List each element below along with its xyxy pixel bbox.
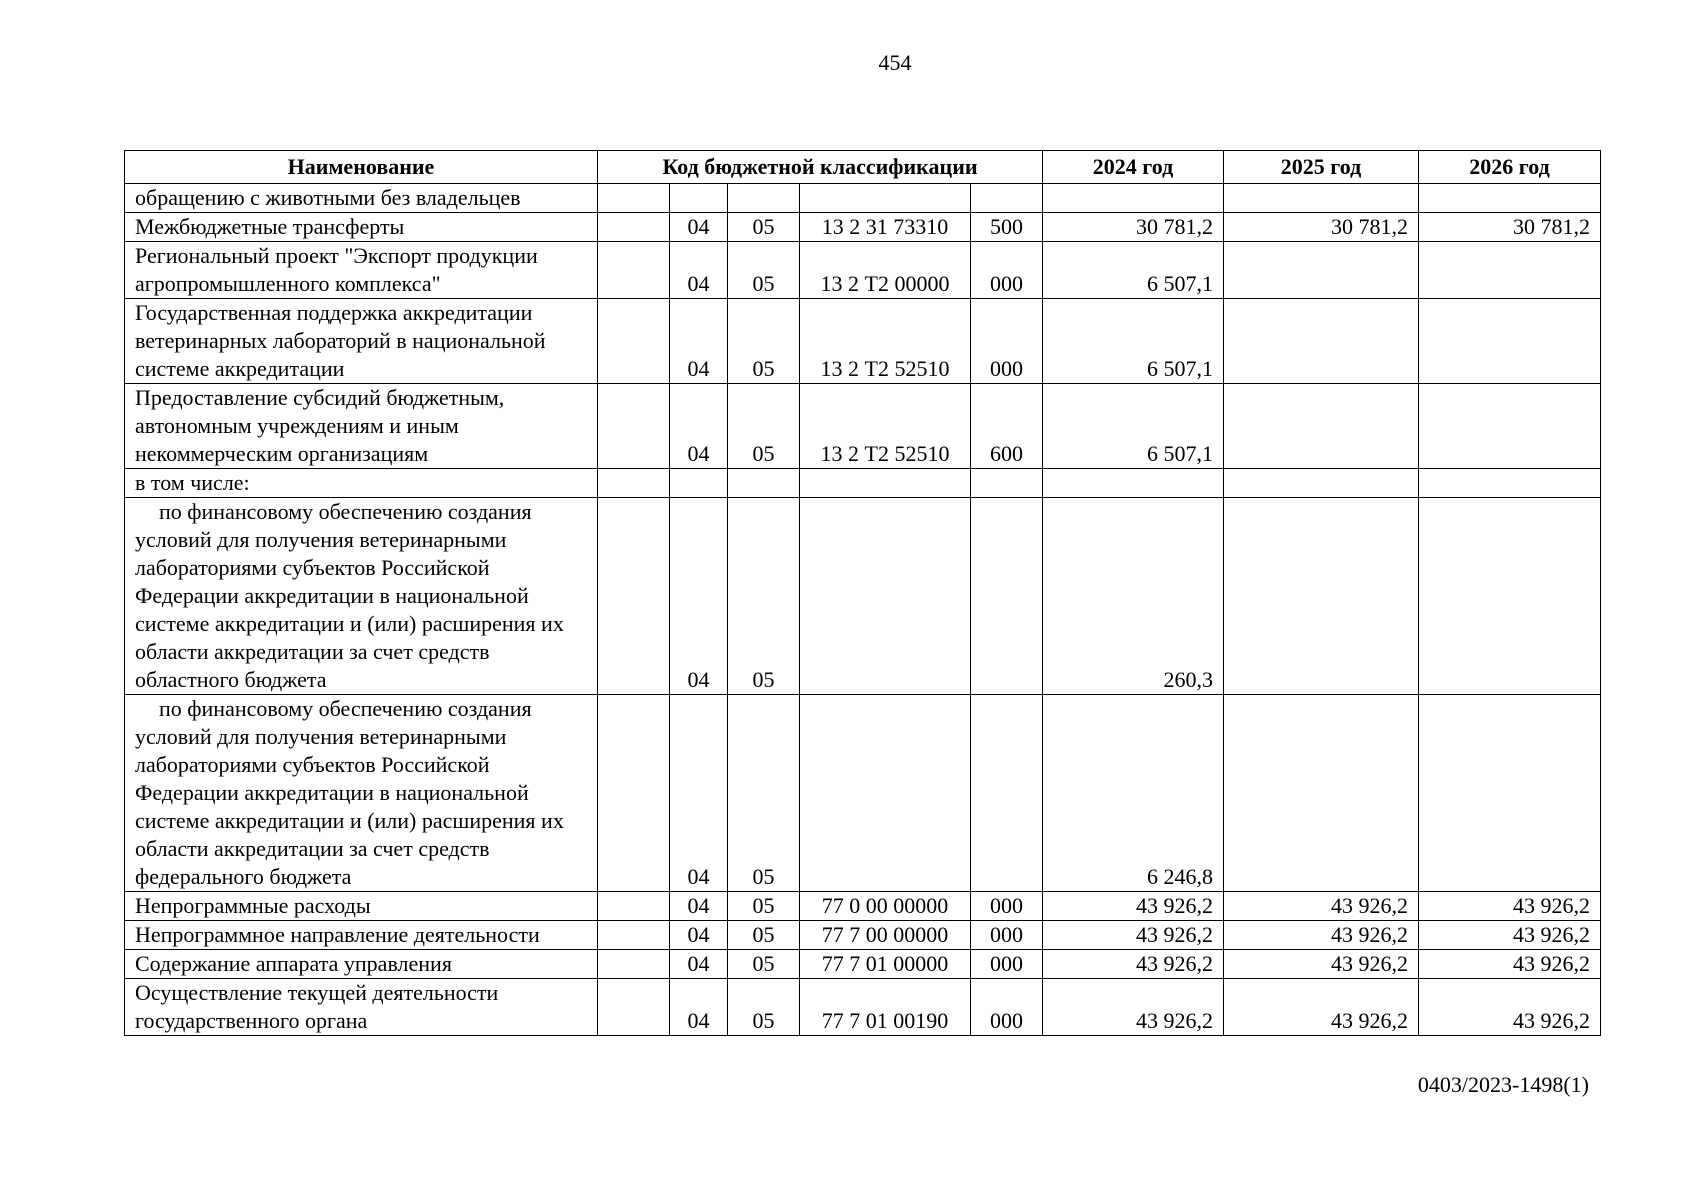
cell-code-target: 13 2 Т2 52510 xyxy=(800,384,971,469)
cell-code-subsection: 05 xyxy=(728,213,800,242)
cell-code-target: 13 2 31 73310 xyxy=(800,213,971,242)
cell-code-target xyxy=(800,498,971,695)
header-2025: 2025 год xyxy=(1224,151,1419,184)
cell-2026: 30 781,2 xyxy=(1419,213,1601,242)
table-row xyxy=(125,892,1601,921)
cell-code-expense-type xyxy=(971,469,1043,498)
cell-code-1 xyxy=(598,695,670,892)
cell-2024: 6 246,8 xyxy=(1043,695,1224,892)
cell-2025: 30 781,2 xyxy=(1224,213,1419,242)
table-row xyxy=(125,950,1601,979)
cell-2024: 43 926,2 xyxy=(1043,950,1224,979)
cell-name: Государственная поддержка аккредитации ветеринарных лабораторий в национальной системе аккредитации xyxy=(125,299,598,384)
cell-2026 xyxy=(1419,242,1601,299)
table-row xyxy=(125,921,1601,950)
cell-code-target: 77 7 00 00000 xyxy=(800,921,971,950)
cell-2024: 30 781,2 xyxy=(1043,213,1224,242)
cell-code-target: 13 2 Т2 00000 xyxy=(800,242,971,299)
cell-code-expense-type: 000 xyxy=(971,892,1043,921)
cell-code-target: 77 0 00 00000 xyxy=(800,892,971,921)
table-row xyxy=(125,469,1601,498)
cell-code-section: 04 xyxy=(670,921,728,950)
cell-2024: 43 926,2 xyxy=(1043,921,1224,950)
cell-code-subsection xyxy=(728,469,800,498)
table-row xyxy=(125,498,1601,695)
cell-2026 xyxy=(1419,299,1601,384)
cell-code-1 xyxy=(598,384,670,469)
cell-name: Осуществление текущей деятельности государственного органа xyxy=(125,979,598,1036)
cell-code-target xyxy=(800,469,971,498)
cell-2025 xyxy=(1224,299,1419,384)
cell-name: Региональный проект "Экспорт продукции агропромышленного комплекса" xyxy=(125,242,598,299)
cell-2025 xyxy=(1224,184,1419,213)
cell-2026 xyxy=(1419,384,1601,469)
cell-code-1 xyxy=(598,979,670,1036)
cell-2025: 43 926,2 xyxy=(1224,979,1419,1036)
cell-code-subsection: 05 xyxy=(728,950,800,979)
cell-code-expense-type: 000 xyxy=(971,299,1043,384)
cell-name: Содержание аппарата управления xyxy=(125,950,598,979)
cell-code-subsection: 05 xyxy=(728,498,800,695)
cell-code-subsection: 05 xyxy=(728,892,800,921)
cell-2024: 260,3 xyxy=(1043,498,1224,695)
cell-code-section: 04 xyxy=(670,242,728,299)
cell-code-subsection: 05 xyxy=(728,695,800,892)
cell-name: по финансовому обеспечению создания условий для получения ветеринарными лабораториями субъектов Российской Федерации аккредитации в национальной системе аккредитации и (или) расширения их области аккредитации за счет средств областного бюджета xyxy=(125,498,598,695)
cell-2025 xyxy=(1224,242,1419,299)
cell-2026 xyxy=(1419,695,1601,892)
cell-code-subsection: 05 xyxy=(728,242,800,299)
cell-2025 xyxy=(1224,498,1419,695)
cell-2024: 6 507,1 xyxy=(1043,242,1224,299)
cell-code-target xyxy=(800,695,971,892)
cell-2026: 43 926,2 xyxy=(1419,979,1601,1036)
cell-2025 xyxy=(1224,695,1419,892)
cell-code-expense-type: 000 xyxy=(971,921,1043,950)
header-name: Наименование xyxy=(125,151,598,184)
cell-name: по финансовому обеспечению создания условий для получения ветеринарными лабораториями субъектов Российской Федерации аккредитации в национальной системе аккредитации и (или) расширения их области аккредитации за счет средств федерального бюджета xyxy=(125,695,598,892)
cell-2024 xyxy=(1043,469,1224,498)
cell-code-expense-type: 600 xyxy=(971,384,1043,469)
cell-code-section: 04 xyxy=(670,384,728,469)
cell-code-section: 04 xyxy=(670,892,728,921)
cell-code-section: 04 xyxy=(670,498,728,695)
cell-code-expense-type: 500 xyxy=(971,213,1043,242)
cell-2025: 43 926,2 xyxy=(1224,892,1419,921)
cell-code-subsection: 05 xyxy=(728,921,800,950)
document-code: 0403/2023-1498(1) xyxy=(1417,1072,1589,1097)
cell-2024: 6 507,1 xyxy=(1043,299,1224,384)
cell-name: Непрограммные расходы xyxy=(125,892,598,921)
table-row xyxy=(125,299,1601,384)
cell-2026: 43 926,2 xyxy=(1419,950,1601,979)
cell-code-1 xyxy=(598,950,670,979)
cell-2024: 6 507,1 xyxy=(1043,384,1224,469)
cell-code-1 xyxy=(598,498,670,695)
budget-table xyxy=(124,150,1601,1036)
cell-name: Межбюджетные трансферты xyxy=(125,213,598,242)
cell-code-section: 04 xyxy=(670,213,728,242)
cell-code-1 xyxy=(598,469,670,498)
cell-code-section: 04 xyxy=(670,979,728,1036)
cell-code-expense-type: 000 xyxy=(971,979,1043,1036)
cell-code-1 xyxy=(598,921,670,950)
cell-2025 xyxy=(1224,469,1419,498)
cell-name: Предоставление субсидий бюджетным, автономным учреждениям и иным некоммерческим организациям xyxy=(125,384,598,469)
cell-2025 xyxy=(1224,384,1419,469)
table-row xyxy=(125,979,1601,1036)
table-row xyxy=(125,213,1601,242)
cell-code-section: 04 xyxy=(670,299,728,384)
cell-code-target xyxy=(800,184,971,213)
cell-code-1 xyxy=(598,242,670,299)
cell-2026: 43 926,2 xyxy=(1419,921,1601,950)
cell-2025: 43 926,2 xyxy=(1224,921,1419,950)
cell-2024 xyxy=(1043,184,1224,213)
cell-2026 xyxy=(1419,469,1601,498)
table-row xyxy=(125,695,1601,892)
cell-code-1 xyxy=(598,299,670,384)
cell-2026: 43 926,2 xyxy=(1419,892,1601,921)
cell-name: обращению с животными без владельцев xyxy=(125,184,598,213)
cell-code-target: 77 7 01 00000 xyxy=(800,950,971,979)
cell-code-target: 13 2 Т2 52510 xyxy=(800,299,971,384)
cell-code-expense-type xyxy=(971,184,1043,213)
cell-code-expense-type xyxy=(971,498,1043,695)
table-row xyxy=(125,184,1601,213)
cell-2024: 43 926,2 xyxy=(1043,979,1224,1036)
header-2024: 2024 год xyxy=(1043,151,1224,184)
header-2026: 2026 год xyxy=(1419,151,1601,184)
cell-code-expense-type xyxy=(971,695,1043,892)
cell-name: Непрограммное направление деятельности xyxy=(125,921,598,950)
page-number: 454 xyxy=(878,50,912,75)
cell-2026 xyxy=(1419,498,1601,695)
cell-name: в том числе: xyxy=(125,469,598,498)
cell-code-1 xyxy=(598,892,670,921)
cell-2024: 43 926,2 xyxy=(1043,892,1224,921)
table-row xyxy=(125,242,1601,299)
cell-code-target: 77 7 01 00190 xyxy=(800,979,971,1036)
header-code: Код бюджетной классификации xyxy=(598,151,1043,184)
table-header-row xyxy=(125,151,1601,184)
cell-code-subsection: 05 xyxy=(728,384,800,469)
cell-code-section xyxy=(670,184,728,213)
cell-code-1 xyxy=(598,213,670,242)
cell-code-section xyxy=(670,469,728,498)
cell-code-expense-type: 000 xyxy=(971,242,1043,299)
cell-code-subsection: 05 xyxy=(728,979,800,1036)
cell-code-section: 04 xyxy=(670,695,728,892)
cell-2026 xyxy=(1419,184,1601,213)
cell-code-subsection xyxy=(728,184,800,213)
cell-code-section: 04 xyxy=(670,950,728,979)
cell-code-1 xyxy=(598,184,670,213)
cell-code-expense-type: 000 xyxy=(971,950,1043,979)
cell-code-subsection: 05 xyxy=(728,299,800,384)
cell-2025: 43 926,2 xyxy=(1224,950,1419,979)
table-row xyxy=(125,384,1601,469)
